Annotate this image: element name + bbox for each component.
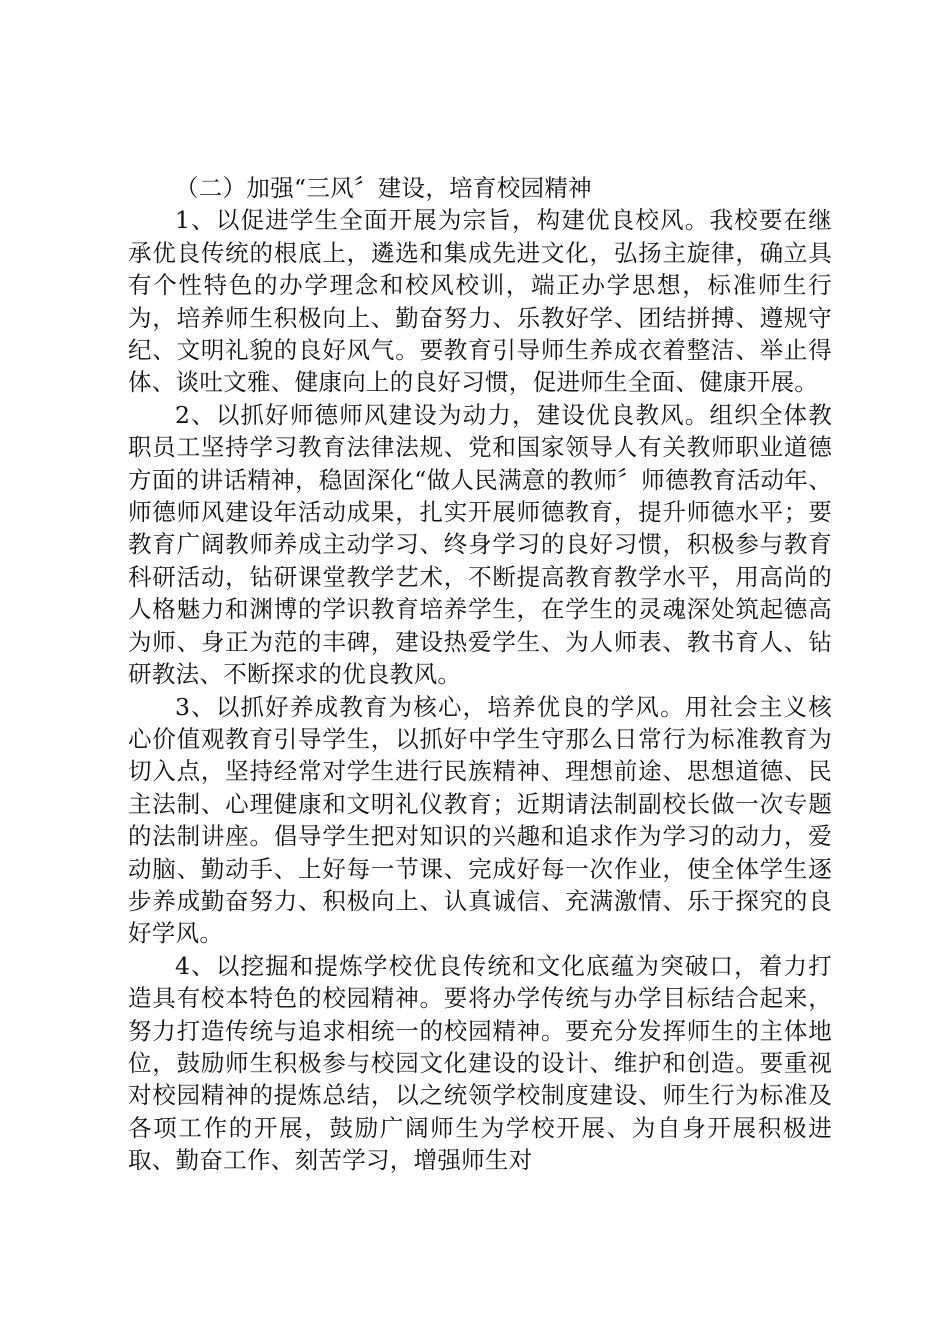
paragraph-1: 1、以促进学生全面开展为宗旨，构建优良校风。我校要在继承优良传统的根底上，遴选和集成先进文化，弘扬主旋律，确立具有个性特色的办学理念和校风校训，端正办学思想，标准师生行为，培养师生积极向上、勤奋努力、乐教好学、团结拼搏、遵规守纪、文明礼貌的良好风气。要教育引导师生养成衣着整洁、举止得体、谈吐文雅、健康向上的良好习惯，促进师生全面、健康开展。 bbox=[128, 206, 832, 397]
section-heading: （二）加强“三风〞建设，培育校园精神 bbox=[175, 174, 592, 202]
paragraph-2: 2、以抓好师德师风建设为动力，建设优良教风。组织全体教职员工坚持学习教育法律法规、党和国家领导人有关教师职业道德方面的讲话精神，稳固深化“做人民满意的教师〞师德教育活动年、师德师风建设年活动成果，扎实开展师德教育，提升师德水平；要教育广阔教师养成主动学习、终身学习的良好习惯，积极参与教育科研活动，钻研课堂教学艺术，不断提高教育教学水平，用高尚的人格魅力和渊博的学识教育培养学生，在学生的灵魂深处筑起德高为师、身正为范的丰碑，建设热爱学生、为人师表、教书育人、钻研教法、不断探求的优良教风。 bbox=[128, 400, 832, 689]
paragraph-4: 4、以挖掘和提炼学校优良传统和文化底蕴为突破口，着力打造具有校本特色的校园精神。要将办学传统与办学目标结合起来，努力打造传统与追求相统一的校园精神。要充分发挥师生的主体地位，鼓励师生积极参与校园文化建设的设计、维护和创造。要重视对校园精神的提炼总结，以之统领学校制度建设、师生行为标准及各项工作的开展，鼓励广阔师生为学校开展、为自身开展积极进取、勤奋工作、刻苦学习，增强师生对 bbox=[128, 951, 832, 1175]
paragraph-3: 3、以抓好养成教育为核心，培养优良的学风。用社会主义核心价值观教育引导学生，以抓好中学生守那么日常行为标准教育为切入点，坚持经常对学生进行民族精神、理想前途、思想道德、民主法制、心理健康和文明礼仪教育；近期请法制副校长做一次专题的法制讲座。倡导学生把对知识的兴趣和追求作为学习的动力，爱动脑、勤动手、上好每一节课、完成好每一次作业，使全体学生逐步养成勤奋努力、积极向上、认真诚信、充满激情、乐于探究的良好学风。 bbox=[128, 692, 832, 948]
document-body bbox=[128, 172, 832, 1177]
